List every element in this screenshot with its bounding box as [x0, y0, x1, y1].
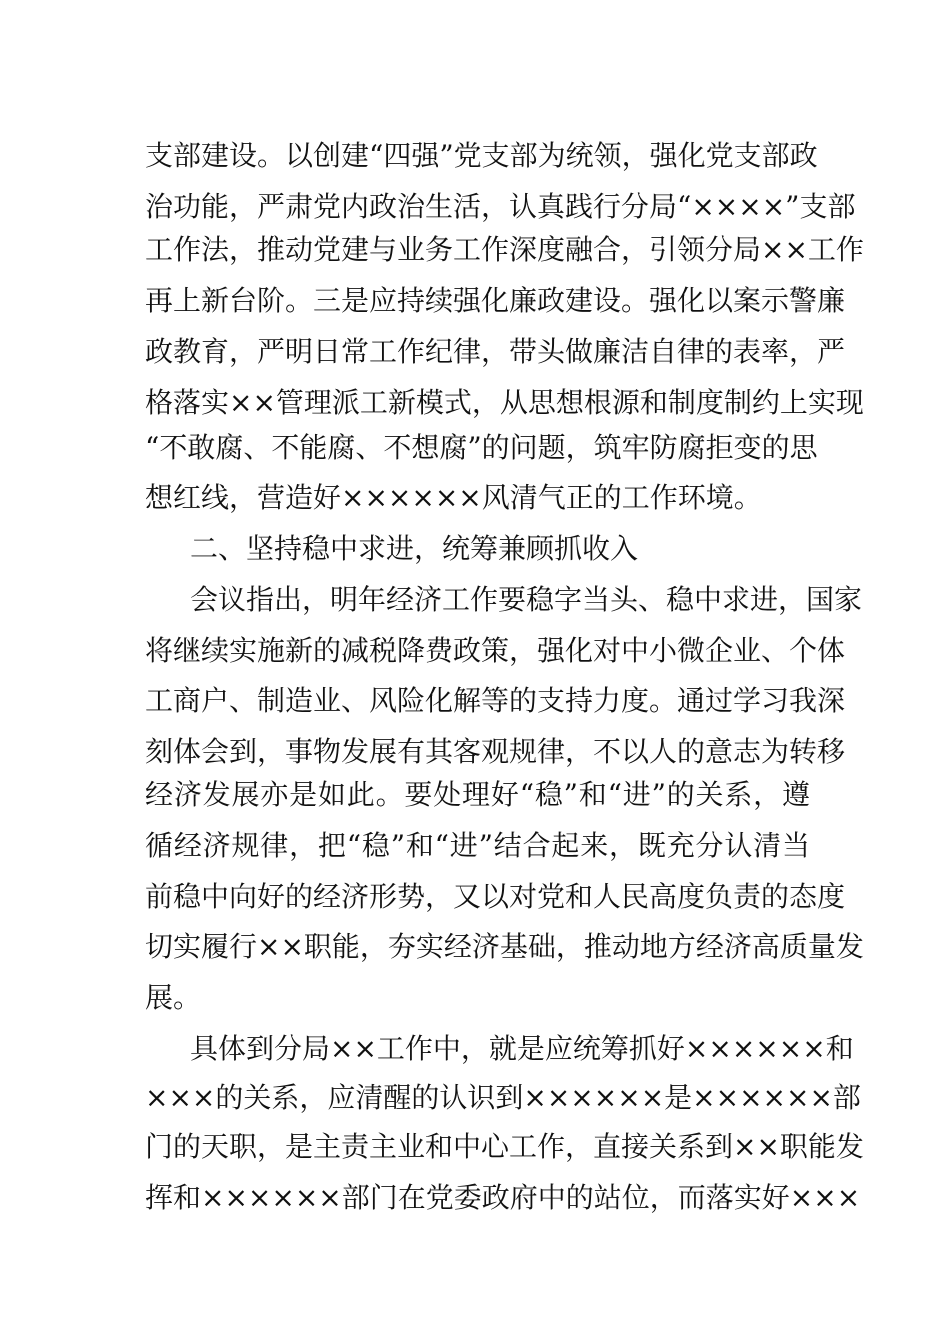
section-heading-2: 二、坚持稳中求进，统筹兼顾抓收入 [190, 532, 639, 565]
p1-line-6: 格落实××管理派工新模式，从思想根源和制度制约上实现 [145, 386, 864, 419]
p2-line-8: 切实履行××职能，夯实经济基础，推动地方经济高质量发 [145, 930, 864, 963]
p2-line-3: 工商户、制造业、风险化解等的支持力度。通过学习我深 [145, 684, 846, 717]
p1-line-3: 工作法，推动党建与业务工作深度融合，引领分局××工作 [145, 233, 864, 266]
p2-line-4: 刻体会到，事物发展有其客观规律，不以人的意志为转移 [145, 735, 846, 768]
p1-line-5: 政教育，严明日常工作纪律，带头做廉洁自律的表率，严 [145, 335, 846, 368]
p1-line-7: “不敢腐、不能腐、不想腐”的问题，筑牢防腐拒变的思 [145, 431, 818, 464]
p3-line-4: 挥和××××××部门在党委政府中的站位，而落实好××× [145, 1181, 861, 1214]
p1-line-8: 想红线，营造好××××××风清气正的工作环境。 [145, 481, 762, 514]
p2-line-2: 将继续实施新的减税降费政策，强化对中小微企业、个体 [145, 634, 846, 667]
p2-line-6: 循经济规律，把“稳”和“进”结合起来，既充分认清当 [145, 829, 810, 862]
p2-line-1: 会议指出，明年经济工作要稳字当头、稳中求进，国家 [190, 583, 863, 616]
p1-line-2: 治功能，严肃党内政治生活，认真践行分局“××××”支部 [145, 190, 856, 223]
p2-line-5: 经济发展亦是如此。要处理好“稳”和“进”的关系，遵 [145, 778, 810, 811]
p1-line-4: 再上新台阶。三是应持续强化廉政建设。强化以案示警廉 [145, 284, 846, 317]
p3-line-3: 门的天职，是主责主业和中心工作，直接关系到××职能发 [145, 1130, 864, 1163]
p3-line-2: ×××的关系，应清醒的认识到××××××是××××××部 [145, 1081, 861, 1114]
p3-line-1: 具体到分局××工作中，就是应统筹抓好××××××和 [190, 1032, 854, 1065]
p2-line-7: 前稳中向好的经济形势，又以对党和人民高度负责的态度 [145, 880, 846, 913]
p2-line-9: 展。 [145, 981, 202, 1014]
p1-line-1: 支部建设。以创建“四强”党支部为统领，强化党支部政 [145, 139, 818, 172]
